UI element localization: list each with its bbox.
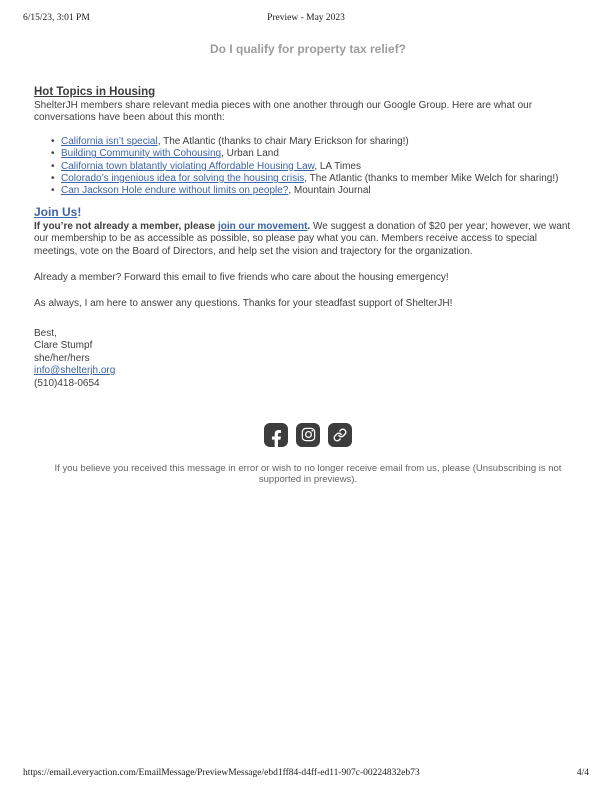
article-source: , Mountain Journal [288, 185, 371, 197]
join-movement-link[interactable]: join our movement [217, 220, 308, 232]
already-member-paragraph: Already a member? Forward this email to five friends who care about the housing emergency! [34, 272, 449, 284]
as-always-paragraph: As always, I am here to answer any questions. Thanks for your steadfast support of ShelterJH! [34, 298, 453, 310]
article-source: , The Atlantic (thanks to member Mike Welch for sharing!) [304, 173, 559, 185]
link-icon [333, 428, 347, 442]
facebook-button[interactable] [264, 423, 288, 447]
article-link[interactable]: Can Jackson Hole endure without limits on people? [61, 185, 289, 197]
signature-name: Clare Stumpf [34, 340, 93, 352]
list-item [52, 136, 582, 148]
join-us-exclamation: ! [77, 204, 82, 219]
article-link[interactable]: Building Community with Cohousing [61, 148, 222, 160]
join-body-text: We suggest a donation of $20 per year; however, we want our membership to be as accessible as possible, so please pay what you can. Members receive access to special meetings, vote on the Board of Directors, and help set the vision and trajectory for the organization. [34, 220, 571, 257]
article-source: , The Atlantic (thanks to chair Mary Erickson for sharing!) [157, 135, 409, 147]
instagram-icon [301, 427, 316, 442]
signature-phone: (510)418-0654 [34, 377, 100, 389]
email-content [34, 0, 582, 486]
print-page-number: 4/4 [576, 768, 589, 778]
article-link[interactable]: California isn’t special [61, 135, 158, 147]
facebook-icon [271, 426, 282, 443]
signature-closing: Best, [34, 327, 57, 339]
hot-topics-list [34, 136, 582, 198]
signature-pronouns: she/her/hers [34, 352, 90, 364]
print-doc-title: Preview - May 2023 [267, 13, 345, 23]
website-link-button[interactable] [328, 423, 352, 447]
print-url: https://email.everyaction.com/EmailMessage/PreviewMessage/ebd1ff84-d4ff-ed11-907c-00224832eb73 [23, 768, 420, 778]
article-source: , LA Times [314, 160, 361, 172]
email-subject: Do I qualify for property tax relief? [209, 42, 407, 56]
hot-topics-intro: ShelterJH members share relevant media pieces with one another through our Google Group. Here are what our conversations have been about this month: [34, 100, 533, 124]
signature-email-link[interactable]: info@shelterjh.org [34, 365, 116, 377]
list-item [52, 148, 582, 160]
unsubscribe-note: If you believe you received this message in error or wish to no longer receive email from us, please (Unsubscribing is not supported in previews). [54, 462, 562, 486]
instagram-button[interactable] [296, 423, 320, 447]
article-link[interactable]: Colorado’s ingenious idea for solving the housing crisis [61, 173, 305, 185]
signature-block [34, 328, 582, 390]
hot-topics-heading: Hot Topics in Housing [34, 86, 156, 98]
print-datetime: 6/15/23, 3:01 PM [23, 13, 90, 23]
join-us-link[interactable]: Join Us [34, 204, 78, 219]
print-footer [23, 768, 589, 778]
list-item [52, 173, 582, 185]
join-bold-text: If you’re not already a member, please [34, 220, 218, 232]
article-source: , Urban Land [221, 148, 279, 160]
list-item [52, 161, 582, 173]
social-icons-row [34, 423, 582, 447]
join-us-heading [34, 205, 582, 219]
list-item [52, 185, 582, 197]
join-paragraph [34, 221, 582, 258]
join-bold-period: . [307, 220, 311, 232]
article-link[interactable]: California town blatantly violating Affordable Housing Law [61, 160, 315, 172]
